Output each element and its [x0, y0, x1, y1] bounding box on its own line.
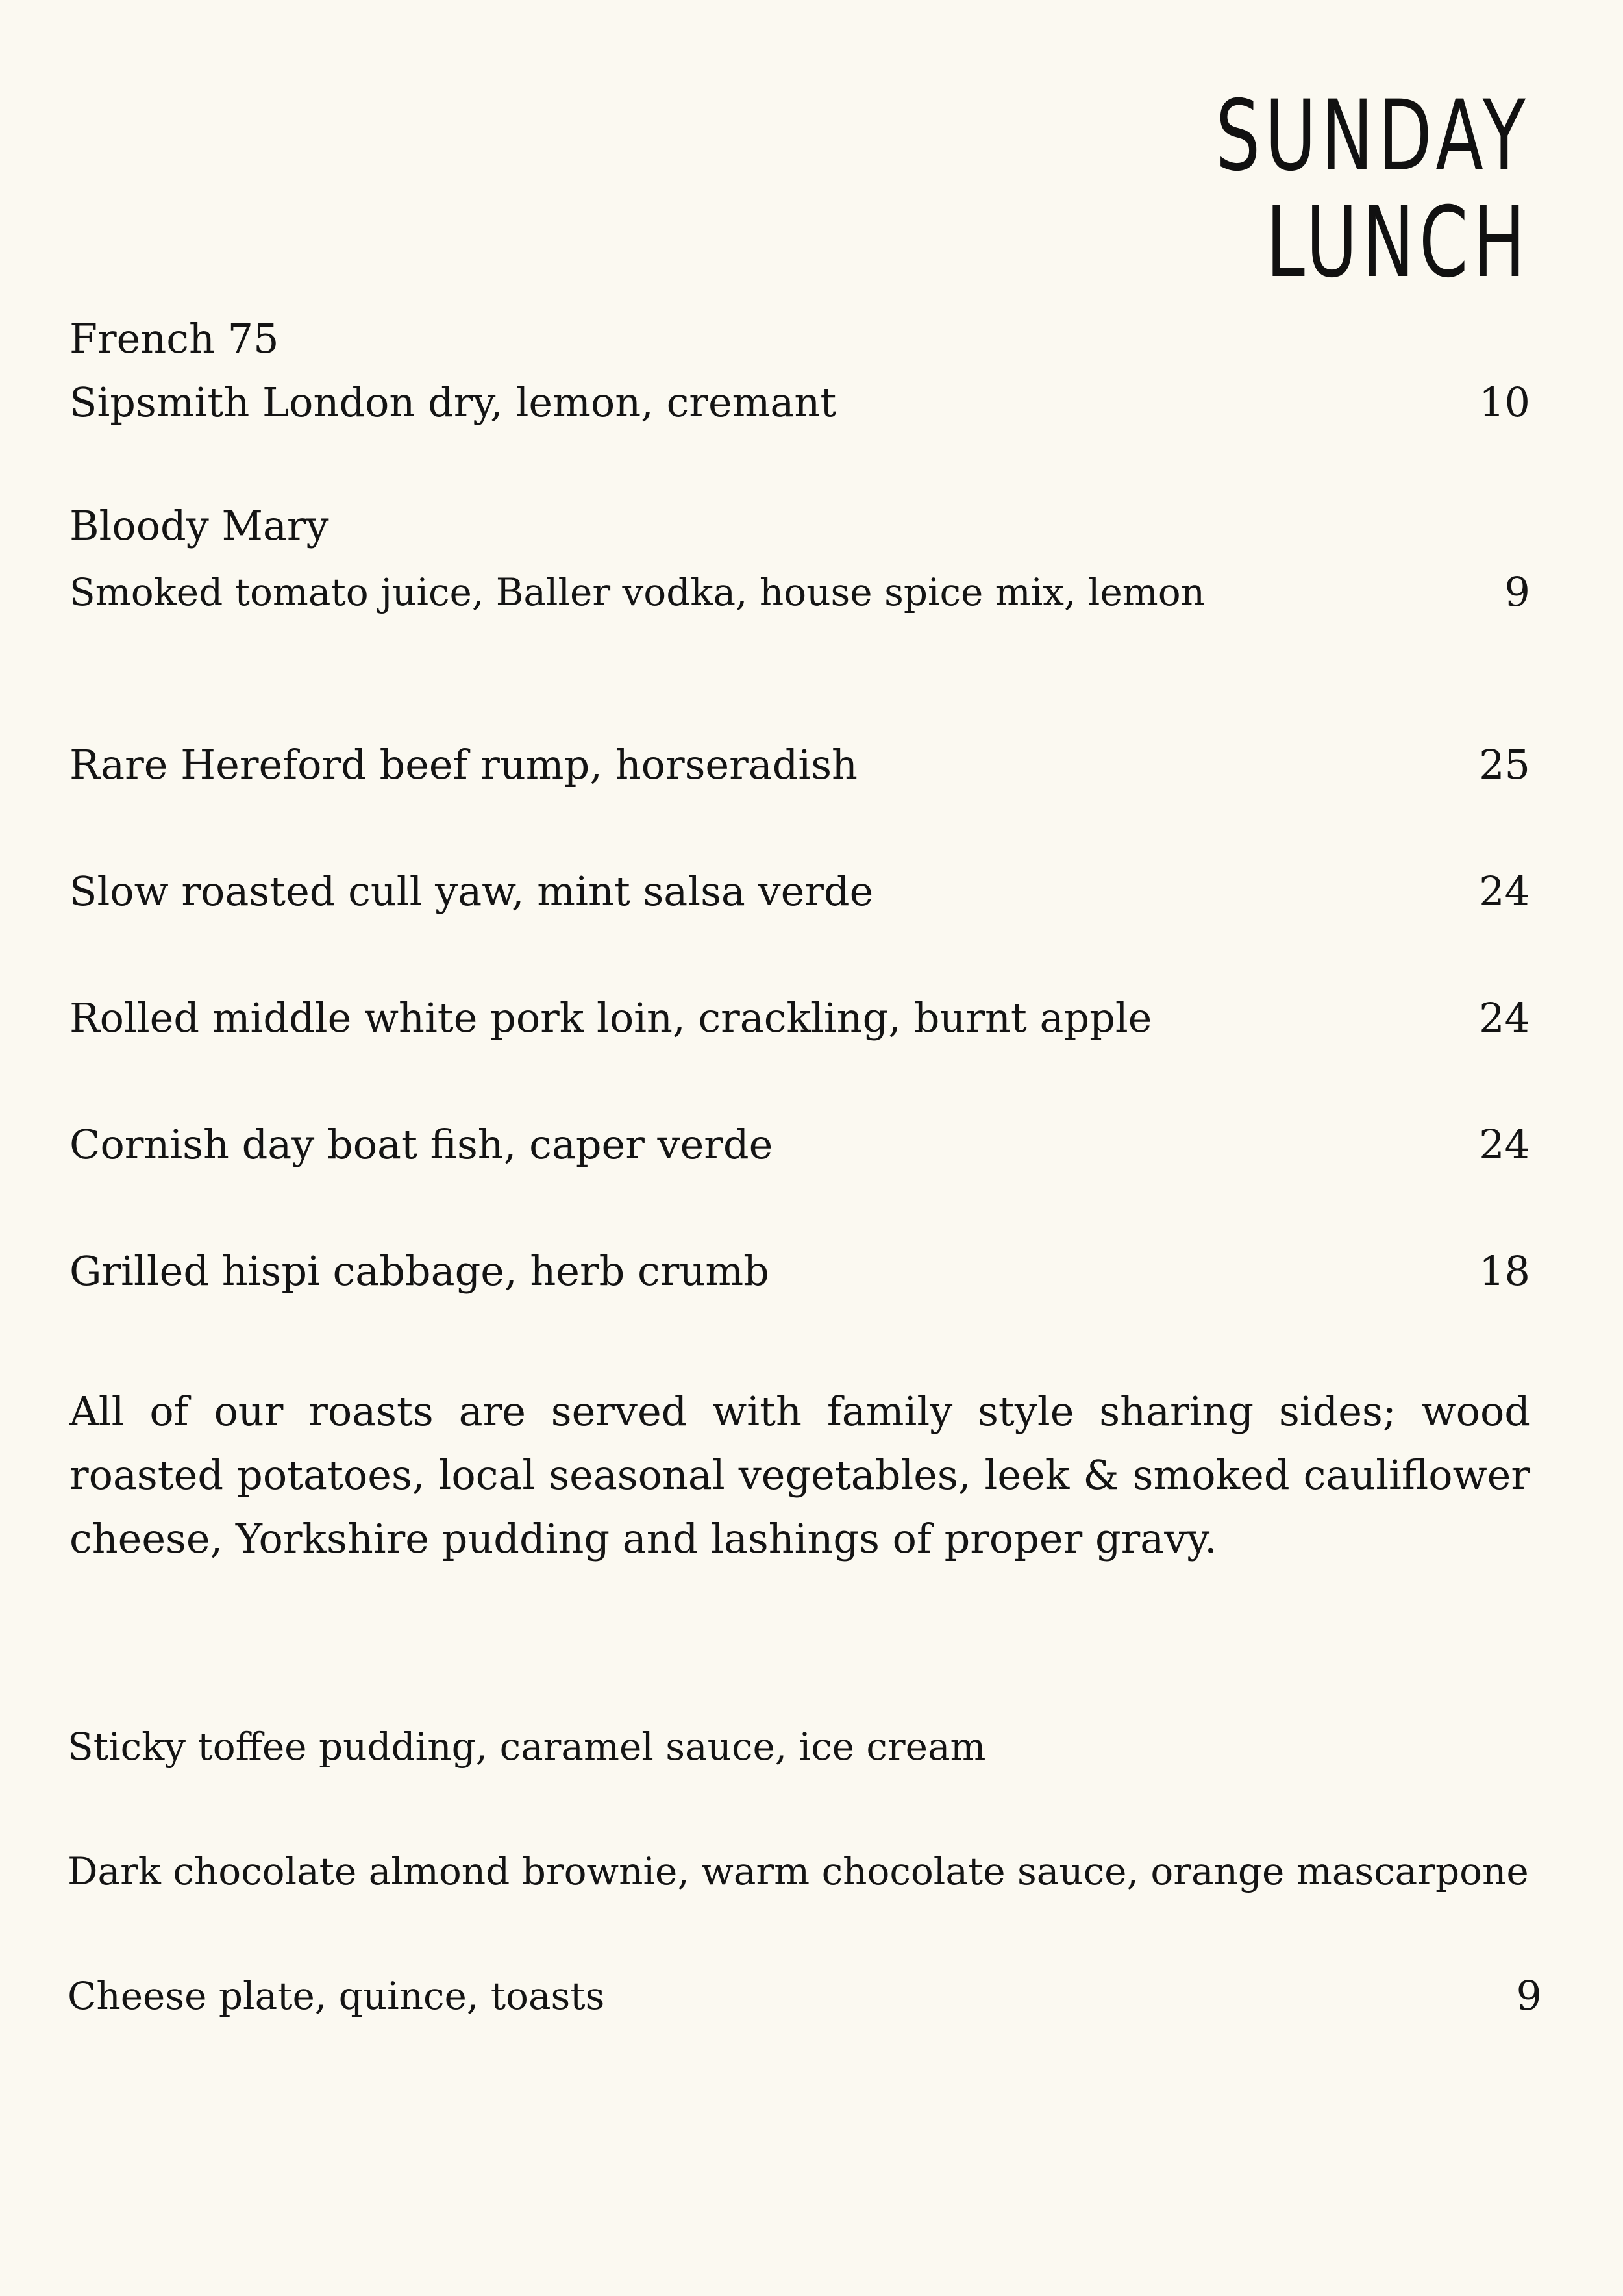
roast-price: 24: [1479, 994, 1530, 1042]
roast-price: 18: [1479, 1247, 1530, 1295]
drink-price: 9: [1504, 568, 1530, 616]
dessert-price: 9: [1516, 1972, 1542, 2019]
dessert-item: Cheese plate, quince, toasts: [68, 1974, 605, 2018]
roast-item: Slow roasted cull yaw, mint salsa verde: [69, 867, 874, 915]
dessert-item: Dark chocolate almond brownie, warm chocolate sauce, orange mascarpone: [68, 1849, 1529, 1893]
roast-item: Grilled hispi cabbage, herb crumb: [69, 1247, 769, 1295]
sides-note: All of our roasts are served with family style sharing sides; wood roasted potatoes, local seasonal vegetables, leek & smoked cauliflower cheese, Yorkshire pudding and lashings of proper gravy.: [69, 1388, 1530, 1562]
menu-title: [1156, 80, 1530, 299]
drink-description: Smoked tomato juice, Baller vodka, house spice mix, lemon: [69, 570, 1206, 614]
drink-name: Bloody Mary: [69, 502, 329, 549]
menu-title-line-1: SUNDAY: [1215, 80, 1530, 193]
roast-item: Rolled middle white pork loin, crackling, burnt apple: [69, 994, 1152, 1042]
menu-title-line-2: LUNCH: [1265, 186, 1530, 299]
roast-item: Cornish day boat fish, caper verde: [69, 1121, 773, 1168]
roast-item: Rare Hereford beef rump, horseradish: [69, 741, 858, 788]
roast-price: 25: [1479, 741, 1530, 788]
drink-price: 10: [1479, 379, 1530, 426]
roast-price: 24: [1479, 867, 1530, 915]
drink-name: French 75: [69, 315, 279, 362]
drink-description: Sipsmith London dry, lemon, cremant: [69, 379, 837, 426]
roast-price: 24: [1479, 1121, 1530, 1168]
dessert-item: Sticky toffee pudding, caramel sauce, ice cream: [68, 1725, 986, 1769]
